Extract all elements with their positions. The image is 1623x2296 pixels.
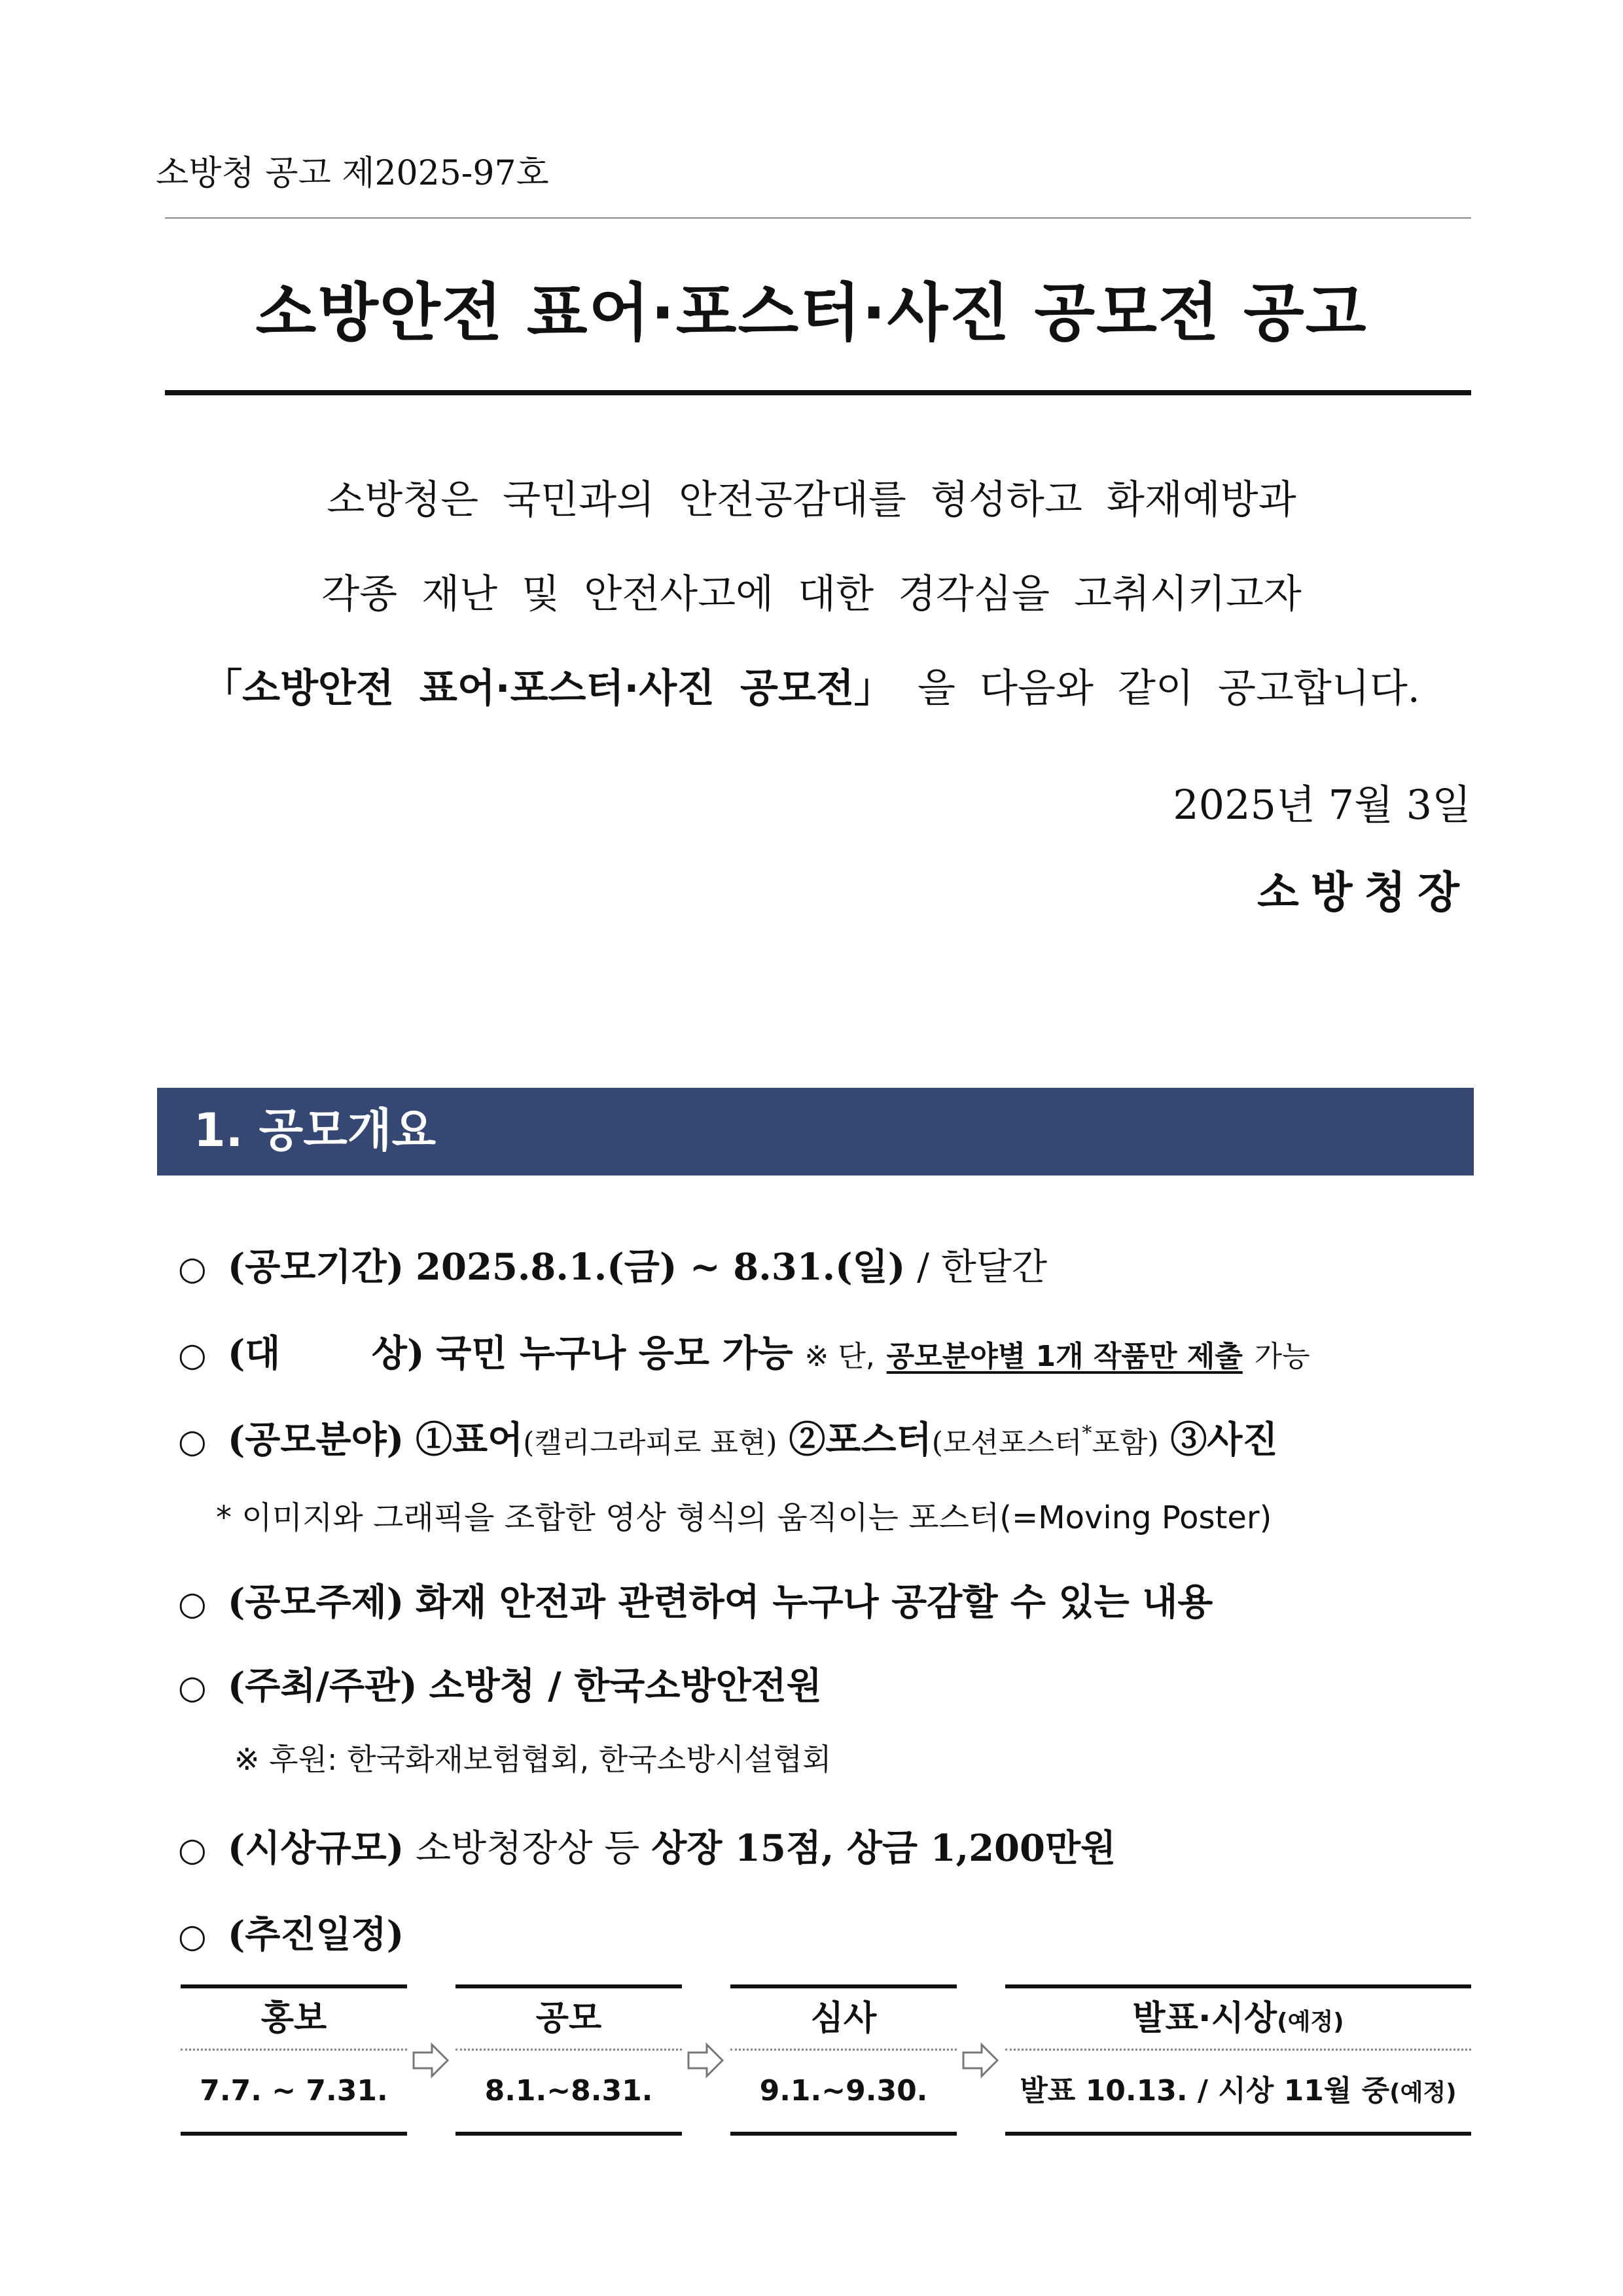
- notice-date: 2025년 7월 3일: [1173, 781, 1471, 829]
- schedule-step-review: [730, 1984, 957, 2136]
- item-label: (공모분야): [227, 1418, 404, 1462]
- item-host: [178, 1657, 822, 1710]
- arrow-right-icon: [411, 2042, 450, 2079]
- field-slogan-note: (캘리그라피로 표현): [523, 1426, 777, 1460]
- field-poster: ②포스터: [789, 1418, 932, 1462]
- item-label: (주최/주관): [227, 1664, 418, 1708]
- item-label: (추진일정): [227, 1913, 404, 1956]
- intro-line-1: 소방청은 국민과의 안전공감대를 형성하고 화재예방과: [327, 477, 1296, 523]
- item-note-end: 가능: [1254, 1340, 1310, 1373]
- field-poster-note: (모션포스터: [931, 1426, 1082, 1460]
- schedule-step-promotion: [181, 1984, 407, 2136]
- item-prize: [178, 1820, 1116, 1872]
- item-value: 상장 15점, 상금 1,200만원: [651, 1827, 1116, 1870]
- step-name-text: 발표·시상: [1132, 1999, 1277, 2038]
- item-value: 화재 안전과 관련하여 누구나 공감할 수 있는 내용: [416, 1581, 1213, 1624]
- bullet-icon: ○: [178, 1585, 207, 1623]
- field-footnote: * 이미지와 그래픽을 조합한 영상 형식의 움직이는 포스터(=Moving Poster): [216, 1499, 1272, 1536]
- bullet-icon: ○: [178, 1422, 207, 1460]
- item-note: ※ 단,: [804, 1340, 875, 1373]
- step-name: 공모: [455, 1988, 682, 2051]
- step-name: 홍보: [181, 1988, 407, 2051]
- bullet-icon: ○: [178, 1831, 207, 1869]
- section-title: 1. 공모개요: [194, 1103, 437, 1157]
- notice-number: 소방청 공고 제2025-97호: [156, 154, 549, 193]
- bullet-icon: ○: [178, 1249, 207, 1287]
- field-photo: ③사진: [1170, 1418, 1278, 1462]
- field-slogan: ①표어: [416, 1418, 524, 1462]
- schedule-step-submission: [455, 1984, 682, 2136]
- item-label: (공모기간): [227, 1246, 404, 1289]
- item-label: (공모주제): [227, 1581, 404, 1624]
- sponsor-note: ※ 후원: 한국화재보험협회, 한국소방시설협회: [234, 1742, 832, 1777]
- item-value-pre: 소방청장상 등: [416, 1827, 640, 1870]
- signer: 소방청장: [1257, 867, 1471, 918]
- step-date: 9.1.~9.30.: [759, 2074, 928, 2108]
- step-date: [1005, 2051, 1471, 2132]
- item-target: [178, 1325, 1310, 1377]
- intro-line-3: [0, 657, 1623, 713]
- field-poster-note-end: 포함): [1092, 1426, 1159, 1460]
- step-name: 심사: [730, 1988, 957, 2051]
- item-label: (시상규모): [227, 1827, 404, 1870]
- item-value: 2025.8.1.(금) ~ 8.31.(일): [416, 1246, 906, 1289]
- document-title: 소방안전 표어·포스터·사진 공모전 공고: [255, 276, 1368, 350]
- step-name: [1005, 1988, 1471, 2051]
- item-label: (대 상): [227, 1332, 425, 1375]
- step-date: 7.7. ~ 7.31.: [200, 2074, 388, 2108]
- intro-line-3-rest: 을 다음와 같이 공고합니다.: [918, 666, 1420, 711]
- bullet-icon: ○: [178, 1336, 207, 1374]
- step-date: 8.1.~8.31.: [484, 2074, 653, 2108]
- title-divider: [165, 390, 1471, 395]
- item-note-underlined: 공모분야별 1개 작품만 제출: [886, 1340, 1243, 1373]
- item-suffix: / 한달간: [917, 1246, 1048, 1289]
- arrow-right-icon: [686, 2042, 725, 2079]
- contest-name: 「소방안전 표어·포스터·사진 공모전」: [203, 666, 893, 711]
- item-field: [178, 1411, 1278, 1463]
- bullet-icon: ○: [178, 1668, 207, 1706]
- item-topic: [178, 1573, 1213, 1626]
- header-divider: [165, 217, 1471, 219]
- item-schedule: [178, 1906, 404, 1958]
- arrow-right-icon: [961, 2042, 1000, 2079]
- item-value: 소방청 / 한국소방안전원: [429, 1664, 822, 1708]
- item-period: [178, 1238, 1047, 1291]
- bullet-icon: ○: [178, 1917, 207, 1955]
- field-poster-sup: *: [1082, 1422, 1092, 1445]
- step-date-text: 발표 10.13. / 시상 11월 중: [1020, 2074, 1390, 2108]
- item-value: 국민 누구나 응모 가능: [436, 1332, 793, 1375]
- step-date-note: (예정): [1389, 2079, 1457, 2106]
- step-name-note: (예정): [1277, 2009, 1344, 2036]
- schedule-step-announcement: [1005, 1984, 1471, 2136]
- intro-line-2: 각종 재난 및 안전사고에 대한 경각심을 고취시키고자: [321, 571, 1302, 617]
